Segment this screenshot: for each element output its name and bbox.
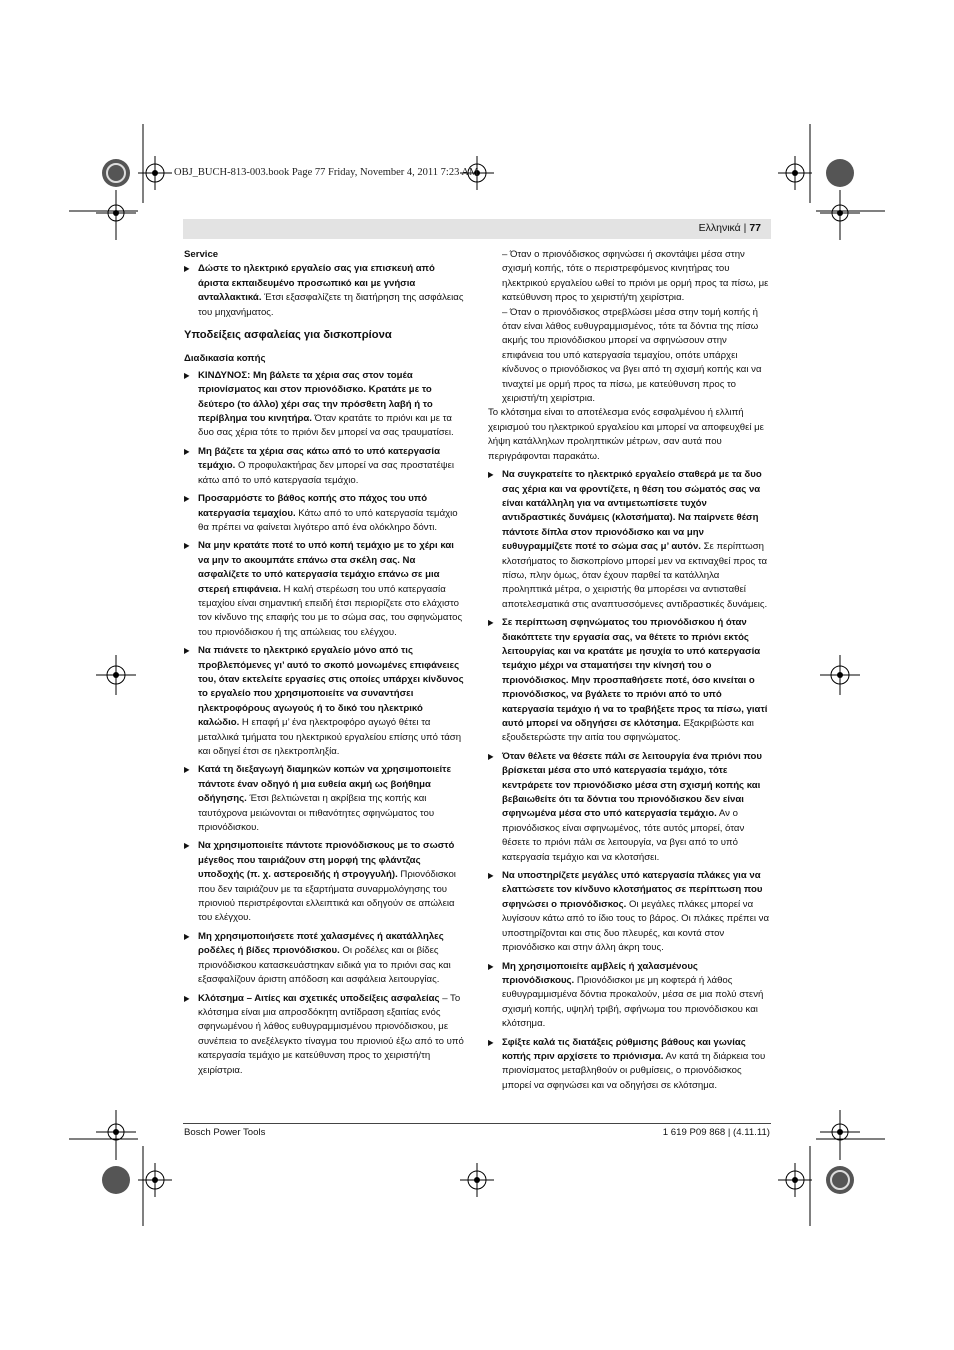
bullet-triangle-icon: ▶ — [184, 841, 190, 851]
paragraph: – Όταν ο πριονόδισκος σφηνώσει ή σκοντάψει μέσα στην σχισμή κοπής, τότε ο περιστρεφόμενος κινητήρας του ηλεκτρικού εργαλείου ωθεί το πριόνι με ορμή προς τα πίσω, με κατεύθυνση προς το χειριστή/τη χειρίστρια. — [502, 249, 769, 304]
bullet-triangle-icon: ▶ — [488, 961, 494, 971]
list-item: ▶ Κατά τη διεξαγωγή διαμηκών κοπών να χρησιμοποιείτε πάντοτε έναν οδηγό ή μια ευθεία ακμή ως βοήθημα οδήγησης. Έτσι βελτιώνεται η ακρίβεια της κοπής και ταυτόχρονα μειώνονται οι πιθανότητες σφηνώματος του πριονόδισκου. — [184, 764, 452, 834]
bullet-triangle-icon: ▶ — [488, 470, 494, 480]
bullet-triangle-icon: ▶ — [488, 751, 494, 761]
footer-right: 1 619 P09 868 | (4.11.11) — [662, 1127, 770, 1138]
left-column — [184, 248, 466, 1082]
list-item: ▶ Μη βάζετε τα χέρια σας κάτω από το υπό κατεργασία τεμάχιο. Ο προφυλακτήρας δεν μπορεί να σας προστατέψει κάτω από το υπό κατεργασία τεμάχιο. — [184, 445, 454, 486]
subsection-heading: Διαδικασία κοπής — [184, 353, 266, 365]
right-paragraphs — [488, 248, 770, 464]
print-slug: OBJ_BUCH-813-003.book Page 77 Friday, November 4, 2011 7:23 AM — [174, 167, 479, 178]
left-items — [184, 369, 466, 1078]
paragraph: – Όταν ο πριονόδισκος στρεβλώσει μέσα στην τομή κοπής ή όταν είναι λάθος ευθυγραμμισμένος, τότε τα δόντια της πίσω ακμής του πριονόδισκου μπορεί να σφηνώσουν στην επιφάνεια του υπό κατεργασία τεμαχίου, οπότε υπάρχει κίνδυνος ο πριονόδισκος να βγει από τη σχισμή κοπής και να τιναχτεί με ορμή προς τα πίσω, με κατεύθυνση προς το χειριστή/τη χειρίστρια. — [502, 306, 762, 405]
footer-left: Bosch Power Tools — [184, 1127, 266, 1138]
list-item: ▶ Σε περίπτωση σφηνώματος του πριονόδισκου ή όταν διακόπτετε την εργασία σας, να θέτετε το πριόνι εκτός λειτουργίας και να κρατάτε με ησυχία το υπό κατεργασία τεμάχιο μέχρι να σταματήσει την κίνησή του ο πριονόδισκος. Μην προσπαθήσετε ποτέ, όσο κινείται ο πριονόδισκος, να βγάλετε το πριόνι από το υπό κατεργασία τεμάχιο ή να το τραβήξετε προς τα πίσω, γιατί αυτό μπορεί να οδηγήσει σε κλότσημα. Εξακριβώστε και εξουδετερώστε την αιτία του σφηνώματος. — [488, 617, 768, 744]
header-language: Ελληνικά | — [698, 222, 750, 234]
list-item: ▶ Να πιάνετε το ηλεκτρικό εργαλείο μόνο από τις προβλεπόμενες γι’ αυτό το σκοπό μονωμένες επιφάνειες του, όταν εκτελείτε εργασίες στις οποίες υπάρχει κίνδυνος το εργαλείο που χρησιμοποιείτε να συναντήσει ηλεκτροφόρους αγωγούς ή το δικό του ηλεκτρικό καλώδιο. Η επαφή μ’ ένα ηλεκτροφόρο αγωγό θέτει τα μεταλλικά τμήματα του ηλεκτρικού εργαλείου επίσης υπό τάση και οδηγεί έτσι σε ηλεκτροπληξία. — [184, 645, 464, 757]
page-header-bar — [183, 219, 771, 239]
paragraph: Το κλότσημα είναι το αποτέλεσμα ενός εσφαλμένου ή ελλιπή χειρισμού του ηλεκτρικού εργαλείου και μπορεί να αποφευχθεί με λήψη κατάλληλων προληπτικών μέτρων, σαν αυτά που περιγράφονται παρακάτω. — [488, 407, 764, 462]
right-items — [488, 468, 770, 1093]
list-item: ▶ Δώστε το ηλεκτρικό εργαλείο σας για επισκευή από άριστα εκπαιδευμένο προσωπικό και με γνήσια ανταλλακτικά. Έτσι εξασφαλίζετε τη διατήρηση της ασφάλειας του μηχανήματος. — [184, 263, 464, 318]
page-number: 77 — [749, 222, 761, 234]
bullet-triangle-icon: ▶ — [184, 370, 190, 380]
list-item: ▶ Σφίξτε καλά τις διατάξεις ρύθμισης βάθους και γωνίας κοπής πριν αρχίσετε το πριόνισμα. Αν κατά τη διάρκεια του πριονίσματος μεταβληθούν οι ρυθμίσεις, ο πριονόδισκος μπορεί να σφηνώσει και να οδηγήσει σε κλότσημα. — [488, 1036, 766, 1091]
list-item: ▶ Να συγκρατείτε το ηλεκτρικό εργαλείο σταθερά με τα δυο σας χέρια και να φροντίζετε, η θέση του σώματός σας να είναι κατάλληλη για να αντιμετωπίσετε τυχόν αντιδραστικές δυνάμεις (κλοτσήματα). Να παίρνετε θέση πάντοτε δίπλα στον πριονόδισκο και να μην ευθυγραμμίζετε ποτέ το σώμα σας μ’ αυτόν. Σε περίπτωση κλοτσήματος το δισκοπρίονο μπορεί μεν να εκτιναχθεί προς τα πίσω, πλην όμως, όταν έχουν παρθεί τα κατάλληλα προληπτικά μέτρα, ο χειριστής θα μπορέσει να αντισταθεί αποτελεσματικά στις αναπτυσσόμενες αντιδραστικές δυνάμεις. — [488, 469, 768, 610]
bullet-triangle-icon: ▶ — [184, 993, 190, 1003]
service-heading: Service — [184, 249, 219, 260]
list-item: ▶ Να μην κρατάτε ποτέ το υπό κοπή τεμάχιο με το χέρι και να μην το ακουμπάτε επάνω στα σκέλη σας. Να ασφαλίζετε το υπό κατεργασία τεμάχιο επάνω σε μια στερεή επιφάνεια. Η καλή στερέωση του υπό κατεργασία τεμαχίου είναι σημαντική επειδή έτσι περιορίζετε στο ελάχιστο τον κίνδυνο της επαφής του με το σώμα σας, του σφηνώματος του πριονόδισκου ή της απώλειας του ελέγχου. — [184, 540, 463, 638]
bullet-triangle-icon: ▶ — [184, 765, 190, 775]
list-item: ▶ Μη χρησιμοποιείτε αμβλείς ή χαλασμένους πριονόδισκους. Πριονόδισκοι με μη κοφτερά ή λάθος ευθυγραμμισμένα δόντια προκαλούν, μέσα σε μια πολύ στενή σχισμή κοπής, υψηλή τριβή, σφήνωμα του πριονόδισκου και κλότσημα. — [488, 960, 764, 1030]
list-item: ▶ Να υποστηρίζετε μεγάλες υπό κατεργασία πλάκες για να ελαττώσετε τον κίνδυνο κλοτσήματος σε περίπτωση που σφηνώσει ο πριονόδισκος. Οι μεγάλες πλάκες μπορεί να λυγίσουν κάτω από το ίδιο τους το βάρος. Οι πλάκες πρέπει να υποστηρίζονται και στις δυο πλευρές, και κοντά στον πριονόδισκο και στην άλλη άκρη τους. — [488, 870, 769, 954]
list-item: ▶ Κλότσημα – Αιτίες και σχετικές υποδείξεις ασφαλείας – Το κλότσημα είναι μια απροσδόκητη αντίδραση εξαιτίας ενός σφηνωμένου ή λάθος ευθυγραμμισμένου πριονόδισκου, με συνέπεια το ανεξέλεγκτο τίναγμα του πριονιού έξω από το υπό κατεργασία τεμάχιο με κατεύθυνση προς το χειριστή/τη χειρίστρια. — [184, 992, 464, 1076]
bullet-triangle-icon: ▶ — [488, 1037, 494, 1047]
right-column — [488, 248, 770, 1097]
bullet-triangle-icon: ▶ — [488, 618, 494, 628]
list-item: ▶ Να χρησιμοποιείτε πάντοτε πριονόδισκους με το σωστό μέγεθος που ταιριάζουν στη μορφή της φλάντζας υποδοχής (π. χ. αστεροειδής ή στρογγυλή). Πριονόδισκοι που δεν ταιριάζουν με τα εξαρτήματα συναρμολόγησης του πριονιού περιστρέφονται ελλειπτικά και οδηγούν σε απώλεια του ελέγχου. — [184, 840, 456, 924]
footer-rule — [183, 1123, 771, 1124]
list-item: ▶ Προσαρμόστε το βάθος κοπής στο πάχος του υπό κατεργασία τεμαχίου. Κάτω από το υπό κατεργασία τεμάχιο θα πρέπει να φαίνεται λιγότερο από ένα ολόκληρο δόντι. — [184, 493, 458, 533]
bullet-triangle-icon: ▶ — [184, 494, 190, 504]
section-heading: Υποδείξεις ασφαλείας για δισκοπρίονα — [184, 329, 392, 342]
list-item: ▶ Όταν θέλετε να θέσετε πάλι σε λειτουργία ένα πριόνι που βρίσκεται μέσα στο υπό κατεργασία τεμάχιο, τότε κεντράρετε τον πριονόδισκο μέσα στη σχισμή κοπής και βεβαιωθείτε ότι τα δόντια του πριονόδισκου δεν είναι σφηνωμένα μέσα στο υπό κατεργασία τεμάχιο. Αν ο πριονόδισκος είναι σφηνωμένος, τότε αυτός μπορεί, όταν θέσετε το πριόνι πάλι σε λειτουργία, να βγει από το υπό κατεργασία τεμάχιο και να κλοτσήσει. — [488, 750, 762, 863]
page-header — [699, 222, 761, 234]
list-item: ▶ ΚΙΝΔΥΝΟΣ: Μη βάλετε τα χέρια σας στον τομέα πριονίσματος και στον πριονόδισκο. Κρατάτε με το δεύτερο (το άλλο) χέρι σας την πρόσθετη λαβή ή το περίβλημα του κινητήρα. Όταν κρατάτε το πριόνι και με τα δυο σας χέρια τότε το πριόνι δεν μπορεί να σας τραυματίσει. — [184, 369, 454, 439]
list-item: ▶ Μη χρησιμοποιήσετε ποτέ χαλασμένες ή ακατάλληλες ροδέλες ή βίδες πριονόδισκου. Οι ροδέλες και οι βίδες πριονόδισκου κατασκευάστηκαν ειδικά για το πριόνι σας και εξασφαλίζουν άριστη απόδοση και ασφάλεια λειτουργίας. — [184, 930, 451, 986]
bullet-triangle-icon: ▶ — [184, 264, 190, 274]
bullet-triangle-icon: ▶ — [184, 541, 190, 551]
bullet-triangle-icon: ▶ — [184, 931, 190, 941]
bullet-triangle-icon: ▶ — [184, 646, 190, 656]
bullet-triangle-icon: ▶ — [488, 871, 494, 881]
bullet-triangle-icon: ▶ — [184, 446, 190, 456]
